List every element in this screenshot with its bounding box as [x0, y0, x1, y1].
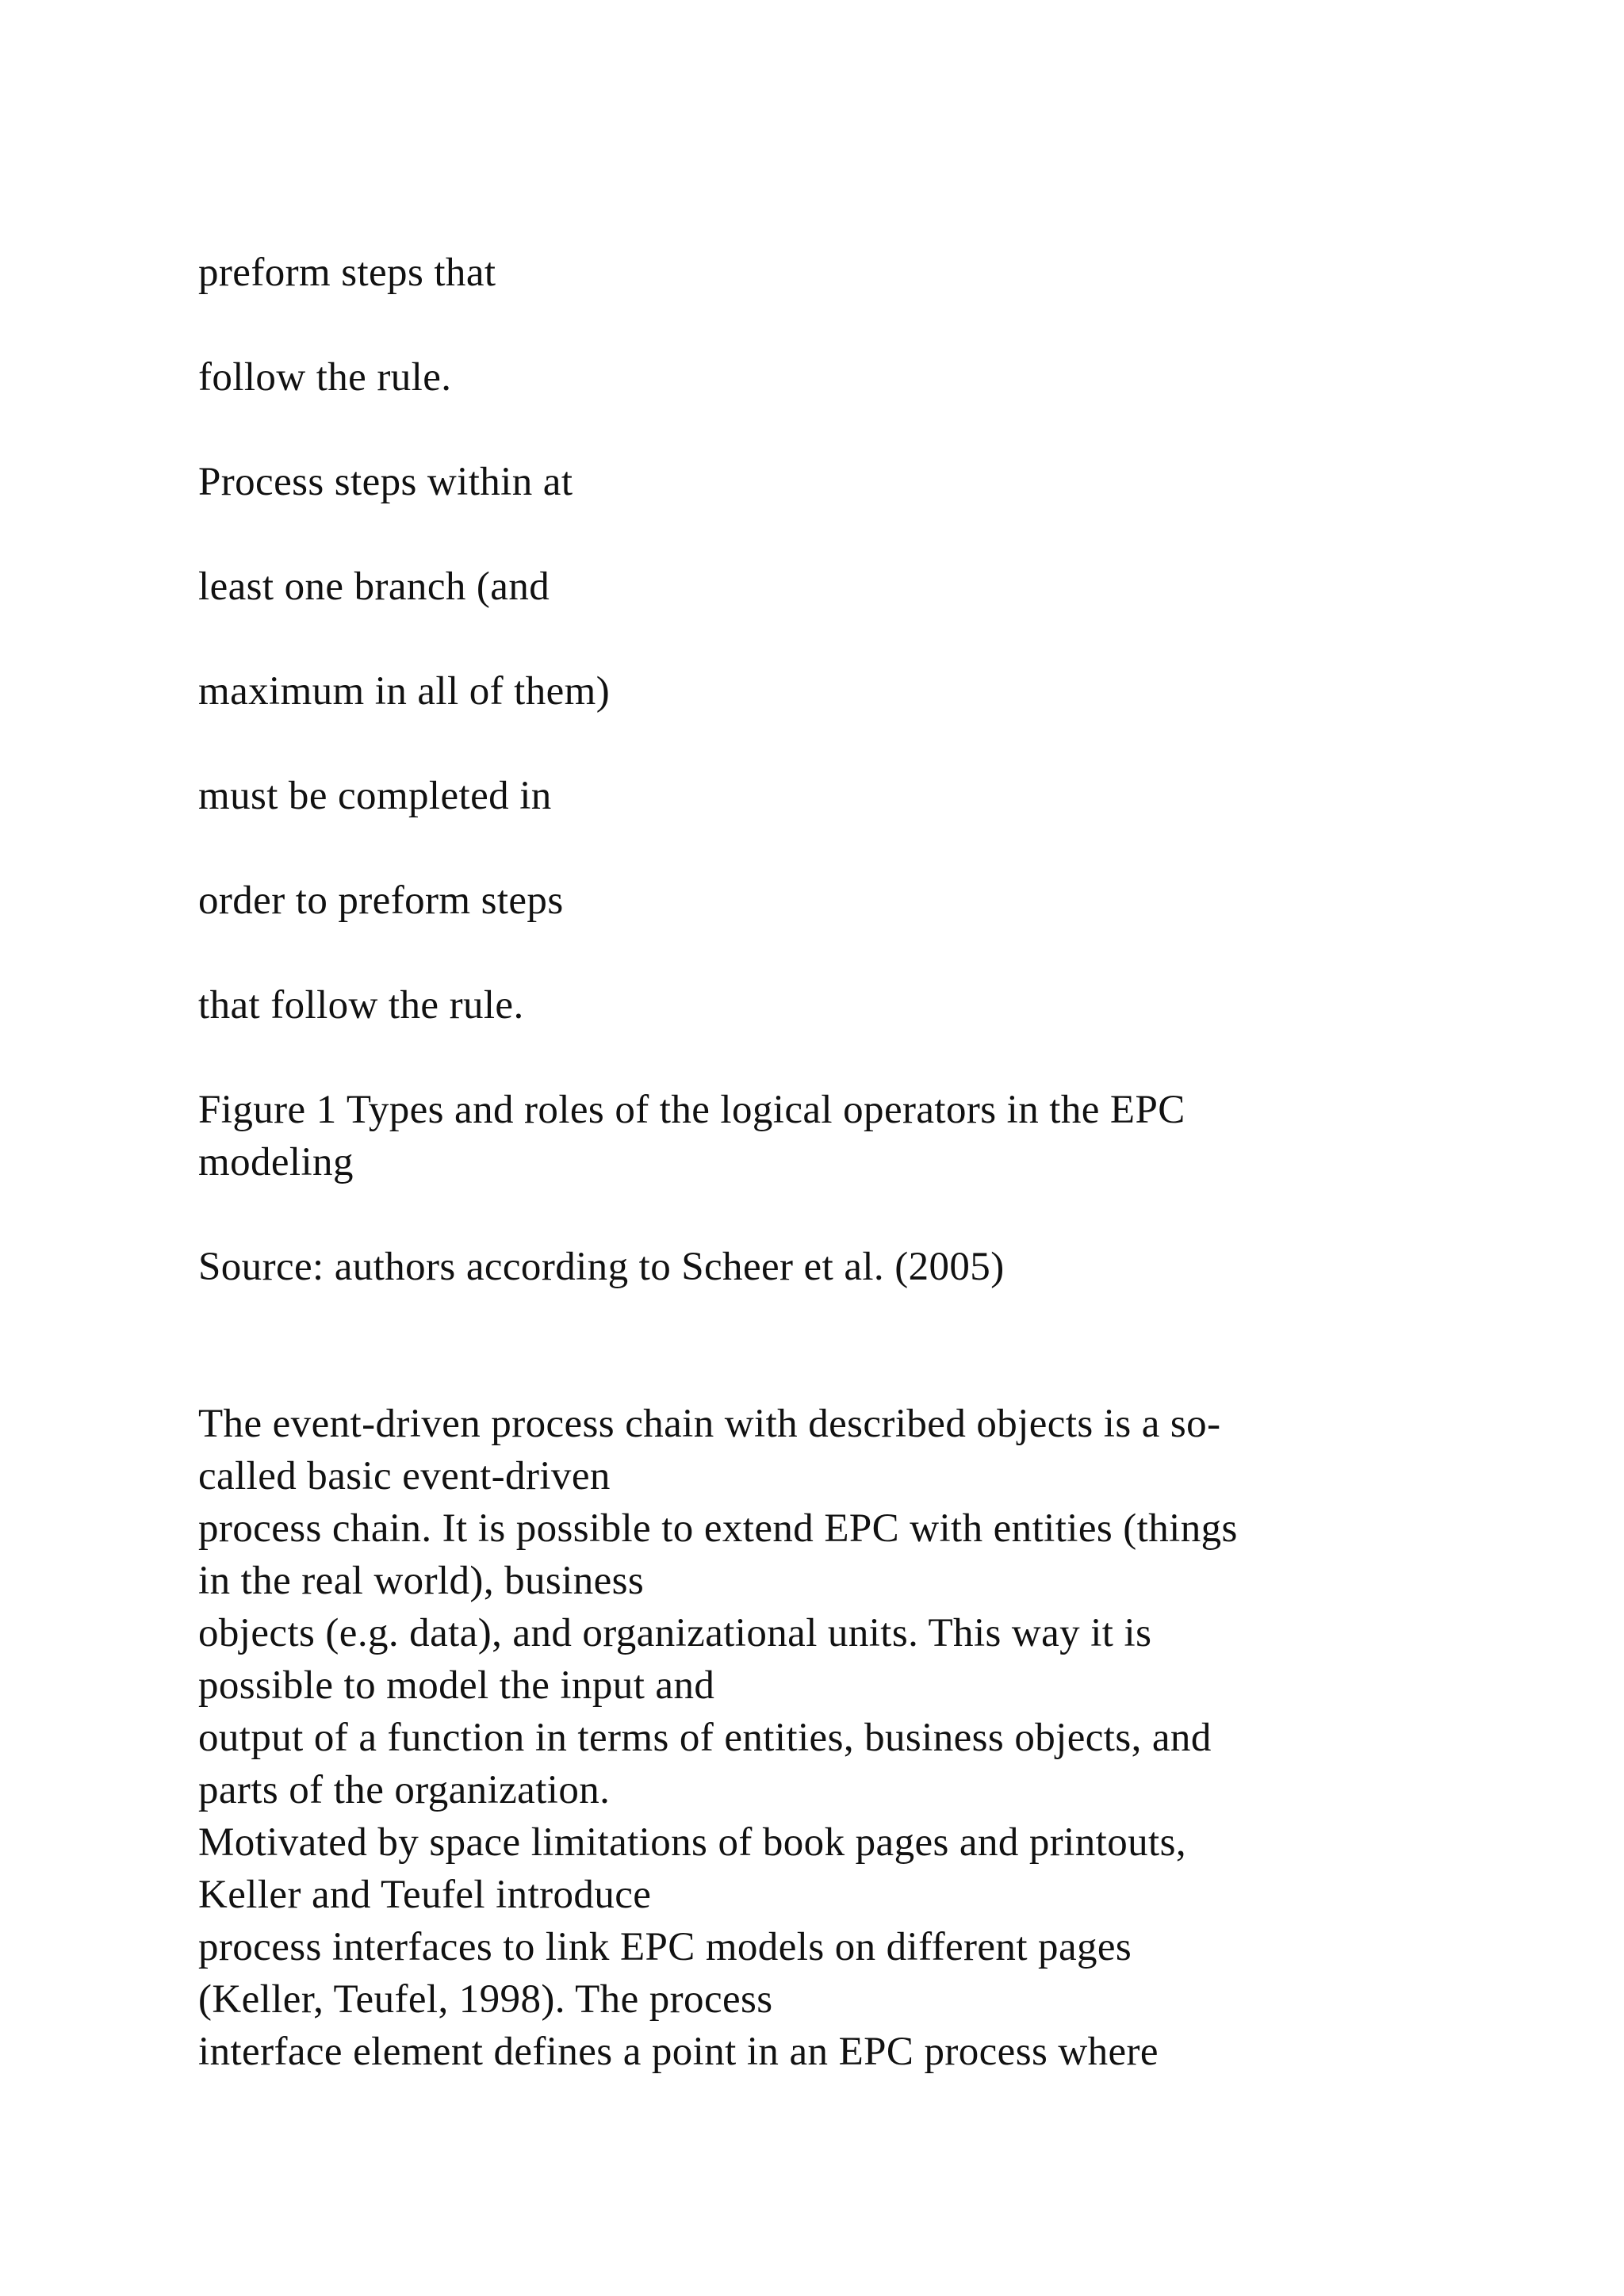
body-text-line: The event-driven process chain with described objects is a so-	[198, 1402, 1221, 1446]
body-text-line: possible to model the input and	[198, 1663, 715, 1708]
text-line: follow the rule.	[198, 355, 452, 400]
text-line: must be completed in	[198, 774, 552, 818]
body-text-line: objects (e.g. data), and organizational units. This way it is	[198, 1611, 1152, 1655]
body-text-line: (Keller, Teufel, 1998). The process	[198, 1977, 773, 2022]
body-text-line: Keller and Teufel introduce	[198, 1873, 652, 1917]
body-text-line: Motivated by space limitations of book pages and printouts,	[198, 1820, 1186, 1865]
body-text-line: parts of the organization.	[198, 1768, 611, 1812]
figure-caption-line: Figure 1 Types and roles of the logical operators in the EPC	[198, 1088, 1185, 1132]
text-line: that follow the rule.	[198, 983, 524, 1027]
text-line: maximum in all of them)	[198, 669, 611, 714]
body-text-line: process chain. It is possible to extend EPC with entities (things	[198, 1506, 1238, 1551]
body-text-line: process interfaces to link EPC models on different pages	[198, 1925, 1132, 1969]
body-text-line: called basic event-driven	[198, 1454, 611, 1498]
text-line: least one branch (and	[198, 564, 550, 609]
figure-caption-line: modeling	[198, 1140, 354, 1184]
text-line: order to preform steps	[198, 878, 564, 923]
body-text-line: output of a function in terms of entities, business objects, and	[198, 1716, 1212, 1760]
figure-source: Source: authors according to Scheer et al. (2005)	[198, 1245, 1005, 1289]
text-line: preform steps that	[198, 251, 496, 295]
body-text-line: in the real world), business	[198, 1559, 645, 1603]
body-text-line: interface element defines a point in an EPC process where	[198, 2030, 1159, 2074]
text-line: Process steps within at	[198, 460, 573, 504]
